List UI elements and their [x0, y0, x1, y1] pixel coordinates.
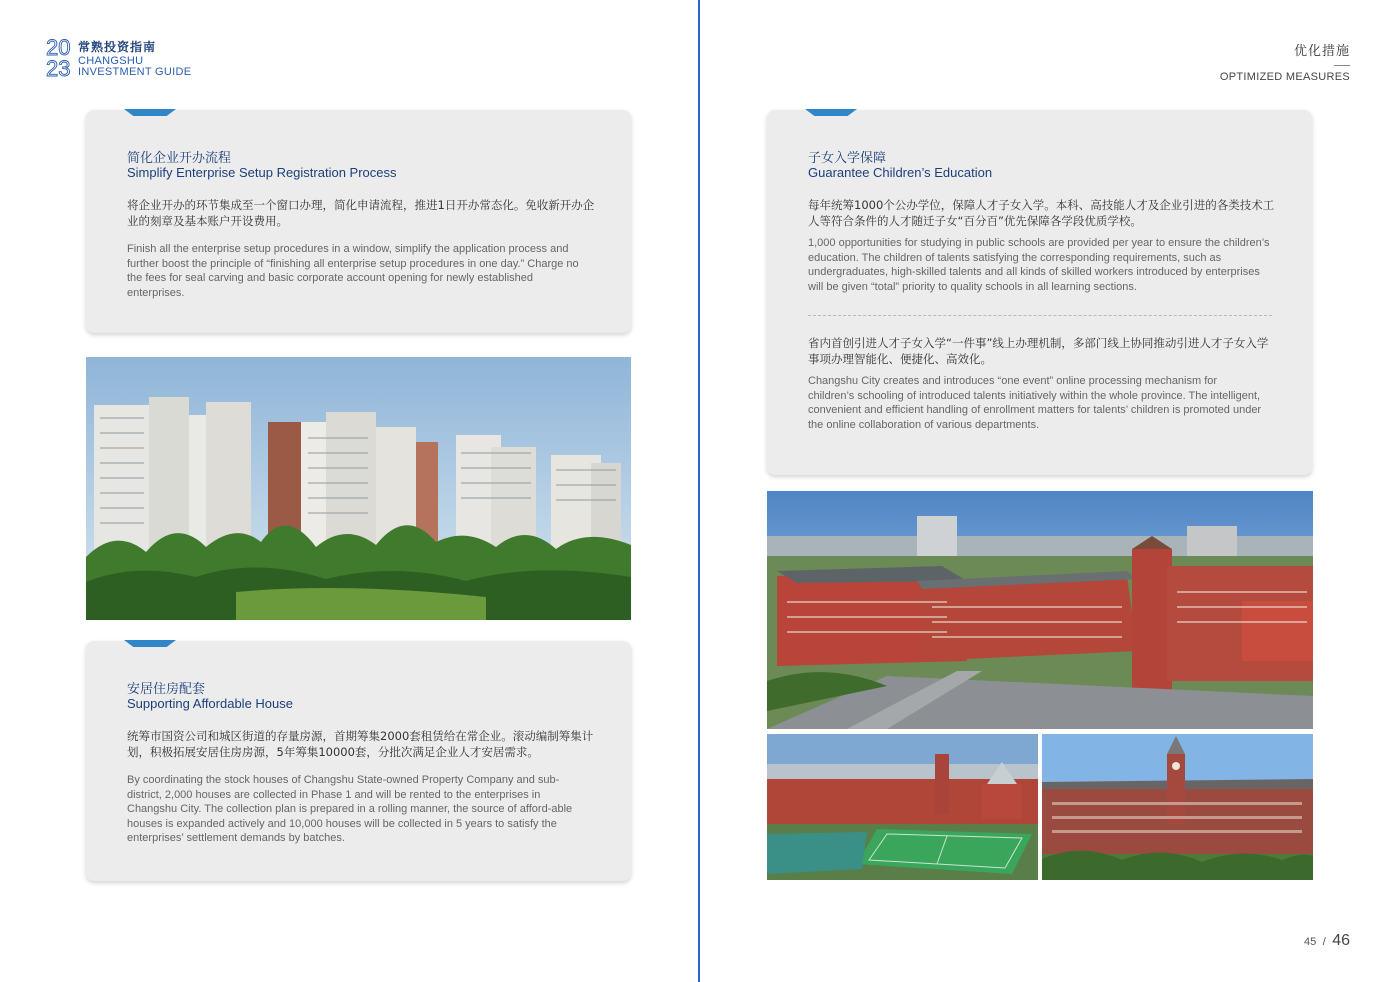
page-number-right: 46 — [1332, 932, 1350, 949]
logo-title-en-line2: INVESTMENT GUIDE — [78, 66, 192, 78]
page-number-separator: / — [1322, 936, 1326, 948]
logo-title-en-line1: CHANGSHU — [78, 55, 144, 67]
guide-logo — [46, 36, 246, 80]
svg-text:20: 20 — [46, 36, 71, 60]
housing-body-cn: 统筹市国资公司和城区街道的存量房源，首期筹集2000套租赁给在常企业。滚动编制筹集计划，积极拓展安居住房房源，5年筹集10000套，分批次满足企业人才安居需求。 — [127, 729, 594, 759]
section-title-cn: 优化措施 — [1293, 44, 1350, 59]
school-aerial-photo — [767, 491, 1313, 729]
setup-body-en: Finish all the enterprise setup procedures in a window, simplify the application process and further boost the principle of “finishing all enterprise setup procedures in one day.” Charge no the fees for seal carving and basic corporate account opening for newly established enterprises. — [127, 243, 579, 299]
setup-body-cn: 将企业开办的环节集成至一个窗口办理，简化申请流程，推进1日开办常态化。免收新开办企业的刻章及基本账户开设费用。 — [127, 198, 595, 228]
setup-title-en: Simplify Enterprise Setup Registration Process — [127, 165, 397, 180]
logo-title-cn: 常熟投资指南 — [78, 40, 157, 54]
housing-body-en: By coordinating the stock houses of Changshu State-owned Property Company and sub-district, 2,000 houses are collected in Phase 1 and will be rented to the enterprises in Changshu City. The collection plan is prepared in a rolling manner, the source of afford-able houses is expanded actively and 10,000 houses will be collected in 5 years to satisfy the enterprises’ settlement demands by batches. — [127, 774, 573, 844]
year-logo-icon — [46, 36, 76, 78]
sports-field-photo — [767, 734, 1038, 880]
setup-card — [86, 110, 631, 333]
section-header — [1220, 40, 1350, 83]
section-rule — [1334, 65, 1350, 66]
right-page — [700, 0, 1398, 982]
housing-title-en: Supporting Affordable House — [127, 696, 293, 711]
housing-card — [86, 641, 631, 881]
setup-title-cn: 简化企业开办流程 — [127, 151, 232, 166]
svg-text:23: 23 — [46, 56, 71, 78]
education-title-en: Guarantee Children’s Education — [808, 165, 993, 180]
page-number-left: 45 — [1303, 936, 1317, 948]
education-title-cn: 子女入学保障 — [808, 151, 887, 166]
clock-tower-photo — [1042, 734, 1313, 880]
education-card — [767, 110, 1312, 475]
card-tab-accent — [805, 109, 857, 116]
page-numbers — [1304, 932, 1350, 950]
section-title-en: OPTIMIZED MEASURES — [1219, 71, 1350, 83]
education-body-en-1: 1,000 opportunities for studying in public schools are provided per year to ensure the children’s education. The children of talents satisfying the corresponding requirements, such as undergraduates, high-skilled talents and all kinds of skilled workers introduced by enterprises will be given “total” priority to quality schools in all learning sections. — [808, 237, 1270, 293]
education-body-cn-1: 每年统筹1000个公办学位，保障人才子女入学。本科、高技能人才及企业引进的各类技术工人等符合条件的人才随迁子女“百分百”优先保障各学段优质学校。 — [808, 198, 1275, 228]
education-body-cn-2: 省内首创引进人才子女入学“一件事”线上办理机制，多部门线上协同推动引进人才子女入学事项办理智能化、便捷化、高效化。 — [808, 336, 1269, 366]
housing-title-cn: 安居住房配套 — [127, 682, 206, 697]
education-body-en-2: Changshu City creates and introduces “one event” online processing mechanism for children’s schooling of introduced talents initiatively within the whole province. The intelligent, convenient and efficient handling of enrollment matters for talents’ children is promoted under the online collaboration of various departments. — [808, 375, 1262, 431]
card-tab-accent — [124, 640, 176, 647]
apartment-photo — [86, 357, 631, 620]
card-tab-accent — [124, 109, 176, 116]
card-dashed-divider — [808, 315, 1272, 316]
